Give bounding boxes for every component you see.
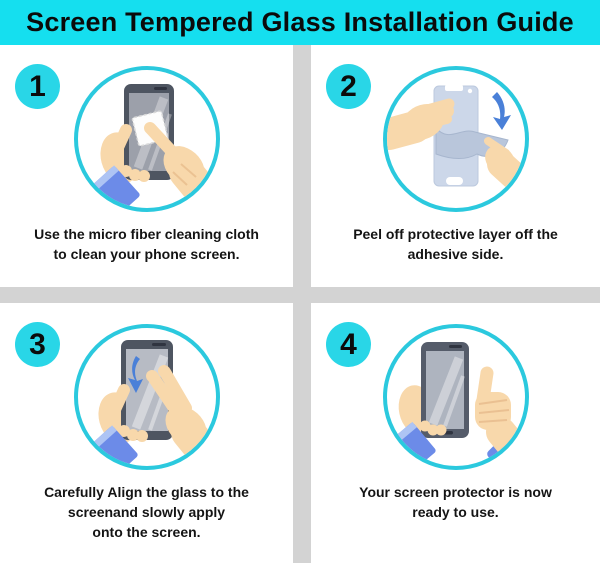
- step-4-number-badge: 4: [326, 322, 371, 367]
- step-3-caption: [44, 483, 249, 543]
- caption-line: to clean your phone screen.: [53, 245, 240, 262]
- step-3-panel: [0, 303, 293, 563]
- caption-line: Your screen protector is now: [359, 484, 552, 500]
- screen-protector-ready-thumbs-up-icon: [387, 328, 525, 466]
- step-3-number-badge: 3: [15, 322, 60, 367]
- clean-screen-with-cloth-icon: [78, 70, 216, 208]
- step-2-caption: [353, 225, 558, 265]
- step-1-illustration-circle: [74, 66, 220, 212]
- vertical-divider: [293, 45, 311, 563]
- caption-line: Use the micro fiber cleaning cloth: [34, 226, 259, 242]
- caption-line: screenand slowly apply: [67, 503, 226, 520]
- page-title: Screen Tempered Glass Installation Guide: [26, 7, 574, 37]
- step-2-illustration-circle: [383, 66, 529, 212]
- step-1-number-badge: 1: [15, 64, 60, 109]
- step-3-illustration-circle: [74, 324, 220, 470]
- header-banner: [0, 0, 600, 45]
- step-2-panel: [311, 45, 600, 287]
- peel-protective-layer-icon: [387, 70, 525, 208]
- caption-line: Peel off protective layer off the: [353, 226, 558, 242]
- caption-line: adhesive side.: [407, 245, 504, 262]
- step-1-caption: [34, 225, 259, 265]
- caption-line: Carefully Align the glass to the: [44, 484, 249, 500]
- step-4-illustration-circle: [383, 324, 529, 470]
- caption-line: onto the screen.: [92, 523, 201, 540]
- step-2-number-badge: 2: [326, 64, 371, 109]
- step-1-panel: [0, 45, 293, 287]
- horizontal-divider: [0, 287, 600, 303]
- step-4-panel: [311, 303, 600, 563]
- align-glass-on-screen-icon: [78, 328, 216, 466]
- caption-line: ready to use.: [412, 503, 499, 520]
- step-4-caption: [359, 483, 552, 523]
